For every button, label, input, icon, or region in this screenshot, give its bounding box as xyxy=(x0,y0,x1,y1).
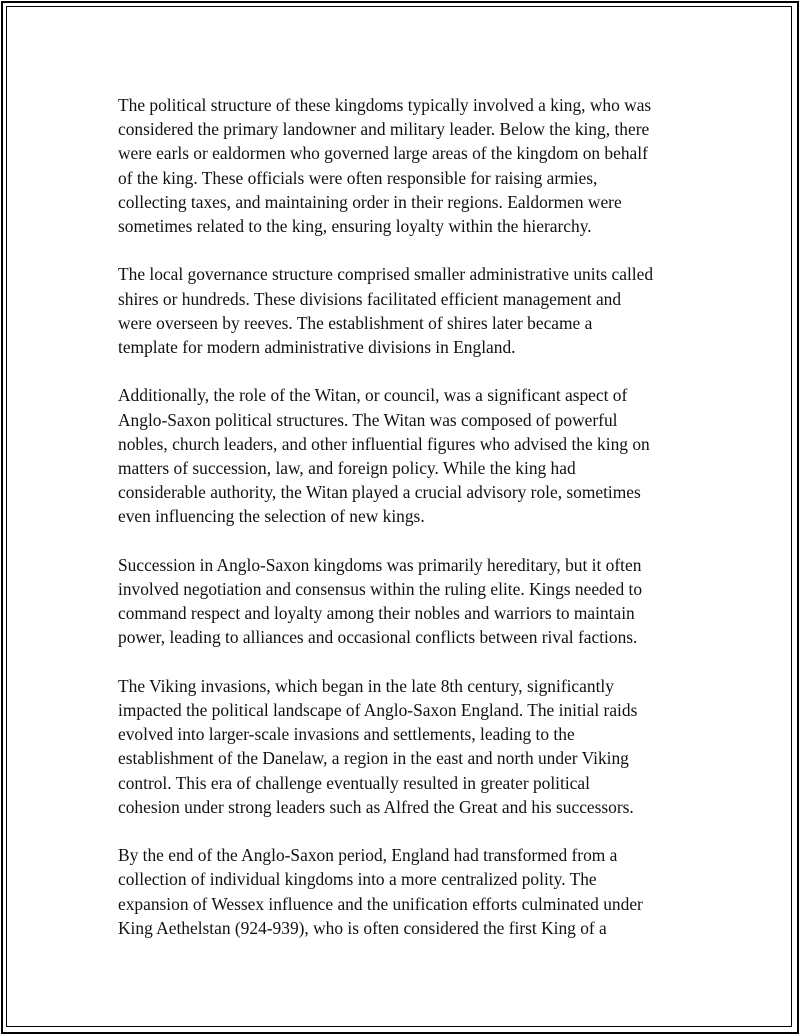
text-line: of the king. These officials were often responsible for raising armies, xyxy=(118,167,598,188)
document-body xyxy=(118,93,698,940)
text-line: nobles, church leaders, and other influential figures who advised the king on xyxy=(118,433,650,454)
paragraph-end-of-period xyxy=(118,843,698,940)
paragraph-political-structure xyxy=(118,93,698,238)
text-line: template for modern administrative divisions in England. xyxy=(118,337,516,358)
text-line: even influencing the selection of new kings. xyxy=(118,506,425,527)
text-line: The Viking invasions, which began in the late 8th century, significantly xyxy=(118,675,614,696)
text-line: power, leading to alliances and occasional conflicts between rival factions. xyxy=(118,627,638,648)
paragraph-succession xyxy=(118,553,698,650)
text-line: considered the primary landowner and military leader. Below the king, there xyxy=(118,119,650,140)
text-line: were overseen by reeves. The establishment of shires later became a xyxy=(118,312,593,333)
text-line: impacted the political landscape of Anglo-Saxon England. The initial raids xyxy=(118,700,638,721)
text-line: involved negotiation and consensus within the ruling elite. Kings needed to xyxy=(118,579,643,600)
text-line: The local governance structure comprised smaller administrative units called xyxy=(118,264,654,285)
text-line: Additionally, the role of the Witan, or council, was a significant aspect of xyxy=(118,385,628,406)
text-line: expansion of Wessex influence and the unification efforts culminated under xyxy=(118,893,643,914)
paragraph-viking-invasions xyxy=(118,674,698,819)
text-line: King Aethelstan (924-939), who is often considered the first King of a xyxy=(118,917,607,938)
text-line: cohesion under strong leaders such as Alfred the Great and his successors. xyxy=(118,796,634,817)
text-line: collection of individual kingdoms into a more centralized polity. The xyxy=(118,869,597,890)
text-line: By the end of the Anglo-Saxon period, England had transformed from a xyxy=(118,845,618,866)
text-line: control. This era of challenge eventually resulted in greater political xyxy=(118,772,590,793)
paragraph-local-governance xyxy=(118,262,698,359)
paragraph-witan xyxy=(118,383,698,528)
text-line: Succession in Anglo-Saxon kingdoms was primarily hereditary, but it often xyxy=(118,554,642,575)
text-line: evolved into larger-scale invasions and settlements, leading to the xyxy=(118,724,575,745)
text-line: matters of succession, law, and foreign policy. While the king had xyxy=(118,458,576,479)
text-line: sometimes related to the king, ensuring loyalty within the hierarchy. xyxy=(118,216,592,237)
text-line: Anglo-Saxon political structures. The Witan was composed of powerful xyxy=(118,409,618,430)
text-line: considerable authority, the Witan played a crucial advisory role, sometimes xyxy=(118,482,641,503)
text-line: The political structure of these kingdoms typically involved a king, who was xyxy=(118,95,652,115)
text-line: were earls or ealdormen who governed large areas of the kingdom on behalf xyxy=(118,143,648,164)
text-line: command respect and loyalty among their nobles and warriors to maintain xyxy=(118,603,635,624)
text-line: collecting taxes, and maintaining order in their regions. Ealdormen were xyxy=(118,191,622,212)
text-line: shires or hundreds. These divisions facilitated efficient management and xyxy=(118,288,622,309)
text-line: establishment of the Danelaw, a region in the east and north under Viking xyxy=(118,748,629,769)
